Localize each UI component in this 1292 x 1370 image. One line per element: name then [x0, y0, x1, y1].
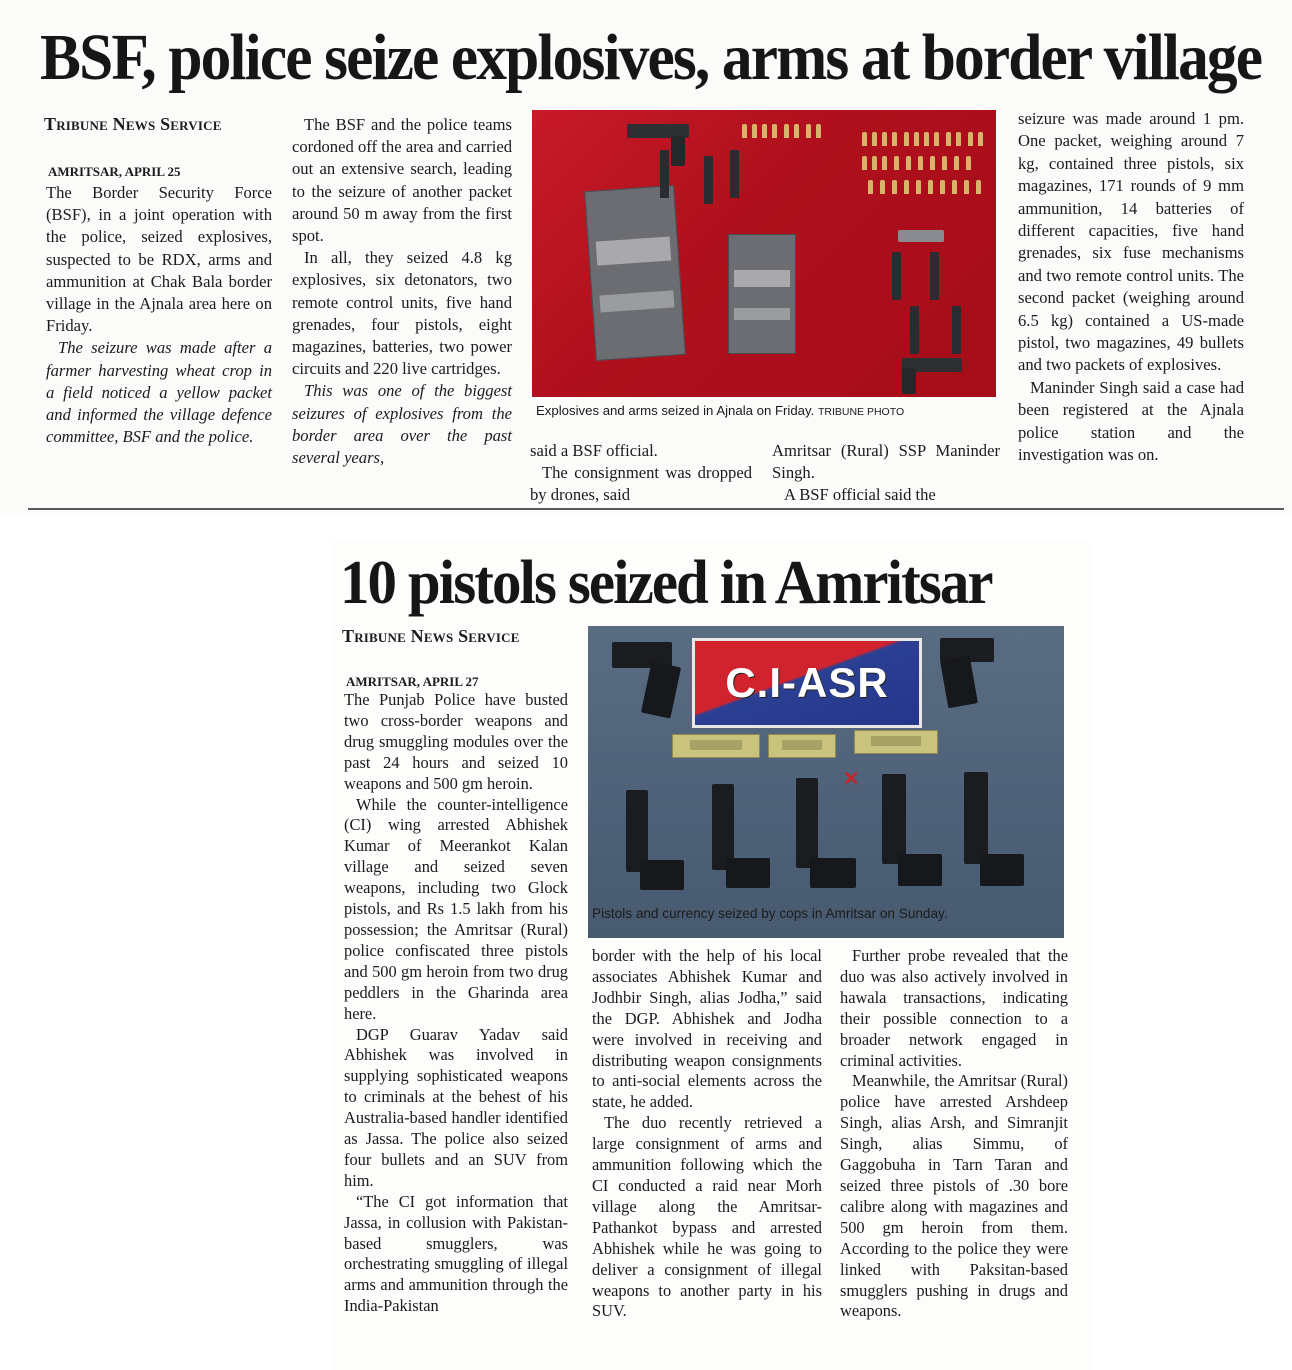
paragraph: This was one of the biggest seizures of explosives from the border area over the past several years,: [292, 381, 512, 468]
paragraph: In all, they seized 4.8 kg explosives, six detonators, two remote control units, five hand grenades, four pistols, eight magazines, batteries, two power circuits and 220 live cartridges.: [292, 248, 512, 379]
news-clipping-bsf: [0, 0, 1292, 516]
news-clipping-pistols: [330, 540, 1090, 1370]
article-column-3: [840, 946, 1068, 1322]
paragraph: The consignment was dropped by drones, said: [530, 463, 752, 505]
pistols-photo: C.I-ASR ×: [588, 626, 1064, 938]
paragraph: While the counter-intelligence (CI) wing arrested Abhishek Kumar of Meerankot Kalan village and seized seven weapons, including two Glock pistols, and Rs 1.5 lakh from his possession; the Amritsar (Rural) police confiscated three pistols and 500 gm heroin from two drug peddlers in the Gharinda area here.: [344, 794, 568, 1023]
explosives-photo: [532, 110, 996, 397]
dateline: AMRITSAR, APRIL 27: [346, 674, 479, 689]
paragraph: The BSF and the police teams cordoned off the area and carried out an extensive search, leading to the seizure of another packet around 50 m away from the first spot.: [292, 115, 512, 246]
caption-text: Explosives and arms seized in Ajnala on Friday.: [536, 403, 815, 418]
article-column-1: [344, 690, 568, 1317]
paragraph: DGP Guarav Yadav said Abhishek was involved in supplying sophisticated weapons to criminals at the behest of his Australia-based handler identified as Jassa. The police also seized four bullets and an SUV from him.: [344, 1024, 568, 1190]
photo-caption: [536, 403, 904, 418]
paragraph: The duo recently retrieved a large consignment of arms and ammunition following which the CI conducted a raid near Morh village along the Amritsar-Pathankot bypass and arrested Abhishek while he was going to deliver a consignment of illegal weapons to another party in his SUV.: [592, 1113, 822, 1321]
paragraph: The Border Security Force (BSF), in a joint operation with the police, seized explosives, suspected to be RDX, arms and ammunition at Chak Bala border village in the Ajnala area here on Friday.: [46, 183, 272, 336]
paragraph: Further probe revealed that the duo was also actively involved in hawala transactions, indicating their possible connection to a broader network engaged in criminal activities.: [840, 946, 1068, 1070]
headline: BSF, police seize explosives, arms at border village: [40, 21, 1262, 94]
headline: 10 pistols seized in Amritsar: [340, 549, 992, 617]
paragraph: said a BSF official.: [530, 441, 658, 460]
article-column-3: [530, 440, 752, 507]
ci-asr-board: [692, 638, 922, 728]
paragraph: Maninder Singh said a case had been registered at the Ajnala police station and the investigation was on.: [1018, 377, 1244, 465]
paragraph: A BSF official said the: [784, 485, 936, 505]
paragraph: seizure was made around 1 pm. One packet, weighing around 7 kg, contained three pistols, six magazines, 171 rounds of 9 mm ammunition, 14 batteries of different capacities, five hand grenades, six fuse mechanisms and two remote control units. The second packet (weighing around 6.5 kg) contained a US-made pistol, two magazines, 49 bullets and two packets of explosives.: [1018, 109, 1244, 375]
paragraph: The seizure was made after a farmer harvesting wheat crop in a field noticed a yellow packet and informed the village defence committee, BSF and the police.: [46, 338, 272, 447]
dateline: AMRITSAR, APRIL 25: [48, 164, 181, 179]
paragraph: The Punjab Police have busted two cross-border weapons and drug smuggling modules over the past 24 hours and seized 10 weapons and 500 gm heroin.: [344, 690, 568, 793]
article-column-1: [46, 182, 272, 448]
paragraph: Meanwhile, the Amritsar (Rural) police have arrested Arshdeep Singh, alias Arsh, and Simranjit Singh, alias Simmu, of Gaggobuha in Tarn Taran and seized three pistols of .30 bore calibre along with magazines and 500 gm heroin from them. According to the police they were linked with Paksitan-based smugglers pushing in drugs and weapons.: [840, 1071, 1068, 1321]
paragraph: “The CI got information that Jassa, in collusion with Pakistan-based smugglers, was orchestrating smuggling of illegal arms and ammunition through the India-Pakistan: [344, 1191, 568, 1316]
board-text: C.I-ASR: [725, 659, 889, 706]
article-column-5: [1018, 108, 1244, 467]
article-column-2: [592, 946, 822, 1322]
photo-caption: Pistols and currency seized by cops in Amritsar on Sunday.: [592, 906, 948, 921]
byline: Tribune News Service: [44, 114, 222, 134]
paragraph: border with the help of his local associates Abhishek Kumar and Jodhbir Singh, alias Jodha,” said the DGP. Abhishek and Jodha were involved in receiving and distributing weapon consignments to anti-social elements across the state, he added.: [592, 946, 822, 1112]
article-column-4: [772, 440, 1000, 507]
paragraph: Amritsar (Rural) SSP Maninder Singh.: [772, 441, 1000, 483]
article-column-2: [292, 114, 512, 469]
byline: Tribune News Service: [342, 626, 520, 646]
bottom-rule: [28, 508, 1284, 510]
photo-credit: TRIBUNE PHOTO: [817, 406, 905, 418]
